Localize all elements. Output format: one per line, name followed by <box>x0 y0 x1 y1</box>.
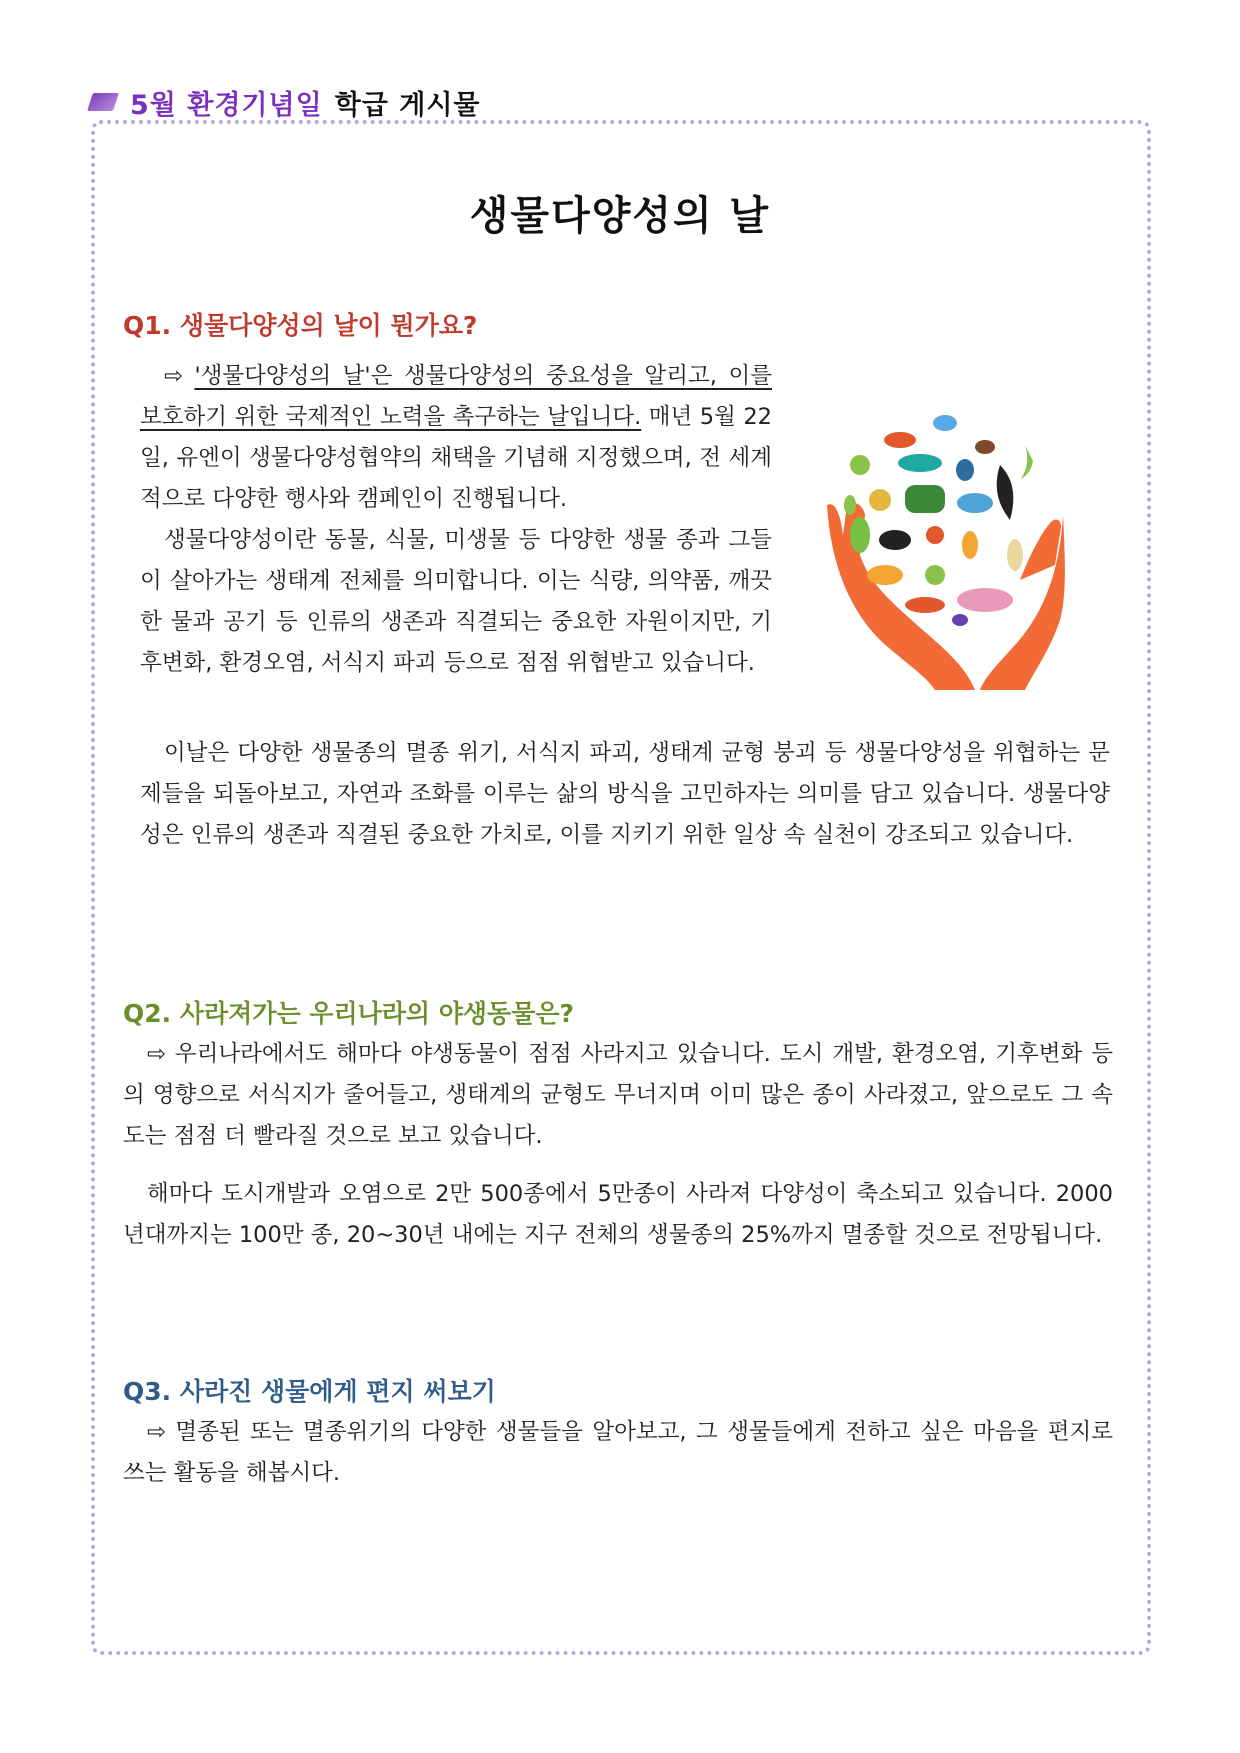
arrow-icon: ⇨ <box>164 363 195 389</box>
header-highlight: 5월 환경기념일 <box>130 89 323 121</box>
q1-paragraph-3-text: 이날은 다양한 생물종의 멸종 위기, 서식지 파괴, 생태계 균형 붕괴 등 생물다양성을 위협하는 문제들을 되돌아보고, 자연과 조화를 이루는 삶의 방식을 고민하자는 의미를 담고 있습니다. 생물다양성은 인류의 생존과 직결된 중요한 가치로, 이를 지키기 위한 일상 속 실천이 강조되고 있습니다. <box>140 740 1110 848</box>
q3-paragraph-1-text: ⇨ 멸종된 또는 멸종위기의 다양한 생물들을 알아보고, 그 생물들에게 전하고 싶은 마음을 편지로 쓰는 활동을 해봅시다. <box>123 1419 1113 1486</box>
q2-paragraph-1-text: ⇨ 우리나라에서도 해마다 야생동물이 점점 사라지고 있습니다. 도시 개발, 환경오염, 기후변화 등의 영향으로 서식지가 줄어들고, 생태계의 균형도 무너지며 이미 많은 종이 사라졌고, 앞으로도 그 속도는 점점 더 빨라질 것으로 보고 있습니다. <box>123 1041 1113 1149</box>
q1-underlined-text: '생물다양성의 날'은 생물다양성의 중요성을 알리고, 이를 보호하기 위한 국제적인 노력을 촉구하는 날입니다. <box>140 363 772 430</box>
q2-paragraph-1 <box>123 1034 1113 1157</box>
q1-paragraph-1 <box>140 356 772 520</box>
header-rest: 학급 게시물 <box>334 89 481 121</box>
q1-heading: Q1. 생물다양성의 날이 뭔가요? <box>123 311 478 340</box>
q2-paragraph-2-text: 해마다 도시개발과 오염으로 2만 500종에서 5만종이 사라져 다양성이 축소되고 있습니다. 2000년대까지는 100만 종, 20~30년 내에는 지구 전체의 생물종의 25%까지 멸종할 것으로 전망됩니다. <box>123 1181 1113 1248</box>
board-header <box>90 82 481 122</box>
q3-paragraph-1 <box>123 1412 1113 1494</box>
q1-paragraph-1-rest: 매년 5월 22일, 유엔이 생물다양성협약의 채택을 기념해 지정했으며, 전 세계적으로 다양한 행사와 캠페인이 진행됩니다. <box>140 404 772 512</box>
hands-holding-animals-icon <box>825 405 1065 690</box>
q2-paragraph-2 <box>123 1174 1113 1256</box>
page-title: 생물다양성의 날 <box>469 193 771 239</box>
q1-paragraph-2 <box>140 520 772 684</box>
header-badge-icon <box>87 93 119 111</box>
q1-paragraph-3 <box>140 733 1110 856</box>
q1-paragraph-2-text: 생물다양성이란 동물, 식물, 미생물 등 다양한 생물 종과 그들이 살아가는 생태계 전체를 의미합니다. 이는 식량, 의약품, 깨끗한 물과 공기 등 인류의 생존과 직결되는 중요한 자원이지만, 기후변화, 환경오염, 서식지 파괴 등으로 점점 위협받고 있습니다. <box>140 527 772 676</box>
q3-heading: Q3. 사라진 생물에게 편지 써보기 <box>123 1377 496 1406</box>
q2-heading: Q2. 사라져가는 우리나라의 야생동물은? <box>123 999 575 1028</box>
